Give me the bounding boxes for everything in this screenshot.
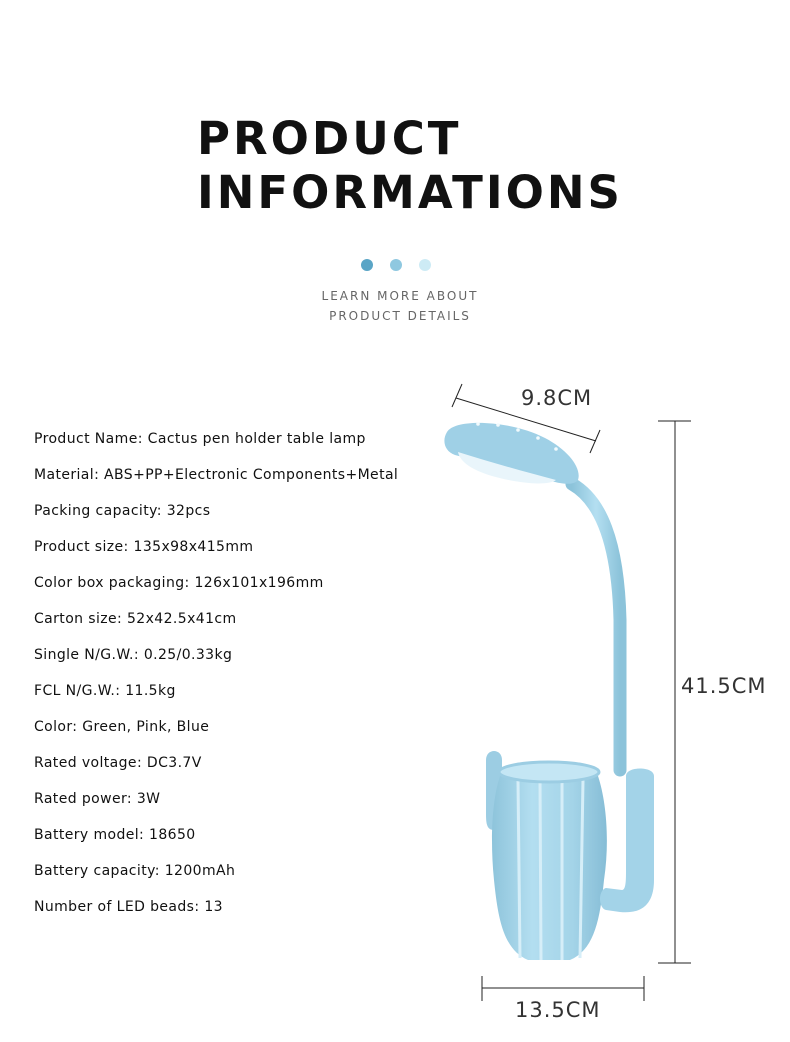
spec-item: Number of LED beads: 13 xyxy=(34,899,223,915)
spec-item: Color: Green, Pink, Blue xyxy=(34,719,210,735)
spec-item: Product Name: Cactus pen holder table lamp xyxy=(34,431,366,447)
spec-item: Packing capacity: 32pcs xyxy=(34,503,211,519)
spec-item: FCL N/G.W.: 11.5kg xyxy=(34,683,176,699)
subtitle-line-2: PRODUCT DETAILS xyxy=(329,309,471,323)
title-line-1: PRODUCT xyxy=(197,112,462,165)
base-width-label: 13.5CM xyxy=(515,998,601,1022)
cactus-right-arm xyxy=(600,769,654,913)
spec-item: Battery capacity: 1200mAh xyxy=(34,863,236,879)
head-width-label: 9.8CM xyxy=(521,386,593,410)
spec-item: Carton size: 52x42.5x41cm xyxy=(34,611,237,627)
spec-item: Single N/G.W.: 0.25/0.33kg xyxy=(34,647,233,663)
spec-item: Rated power: 3W xyxy=(34,791,161,807)
subtitle-line-1: LEARN MORE ABOUT xyxy=(321,289,479,303)
spec-item: Rated voltage: DC3.7V xyxy=(34,755,202,771)
spec-item: Material: ABS+PP+Electronic Components+Metal xyxy=(34,467,399,483)
lamp-arm xyxy=(572,484,620,770)
spec-item: Color box packaging: 126x101x196mm xyxy=(34,575,324,591)
title-line-2: INFORMATIONS xyxy=(197,166,623,219)
cactus-pot xyxy=(492,762,607,960)
lamp-head xyxy=(444,422,578,484)
spec-item: Battery model: 18650 xyxy=(34,827,196,843)
spec-item: Product size: 135x98x415mm xyxy=(34,539,254,555)
height-label: 41.5CM xyxy=(681,674,767,698)
